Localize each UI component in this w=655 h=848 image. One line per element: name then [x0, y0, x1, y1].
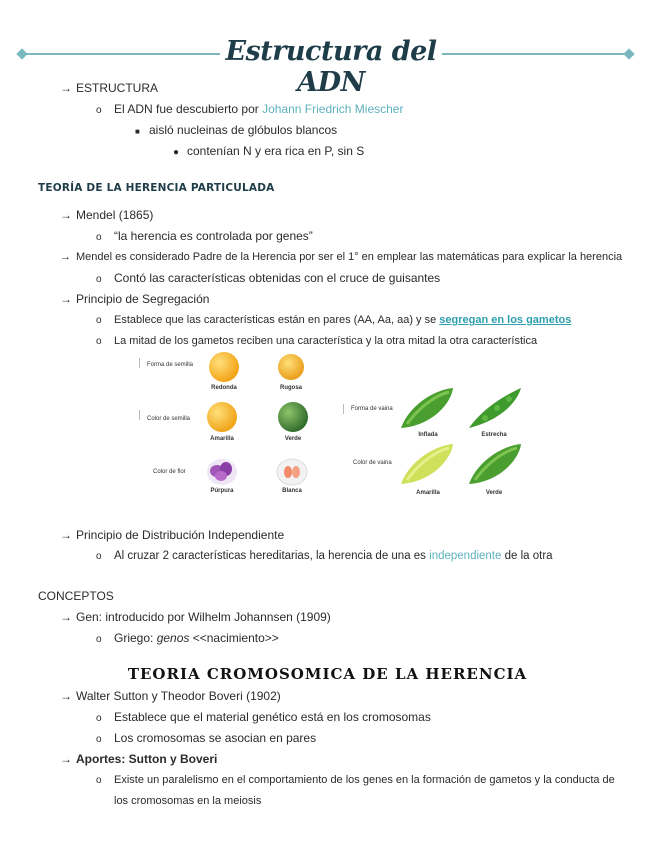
seed-color-b: Verde	[284, 436, 302, 442]
title-divider-left	[24, 53, 220, 55]
arrow-icon: →	[60, 81, 72, 95]
circle-bullet-icon: o	[96, 734, 102, 745]
list-item: → Mendel es considerado Padre de la Herencia por ser el 1° en emplear las matemáticas para explicar la herencia	[60, 251, 623, 263]
flower-color-a: Púrpura	[210, 488, 234, 494]
mendel-traits-figure	[135, 354, 520, 504]
list-item: o Establece que las características están en pares (AA, Aa, aa) y se segregan en los gametos	[96, 312, 571, 329]
green-pod-image	[465, 440, 525, 490]
list-item: o “la herencia es controlada por genes”	[96, 228, 313, 246]
seed-shape-label: Forma de semilla	[147, 362, 194, 368]
constricted-pod-image	[465, 384, 525, 434]
flower-color-b: Blanca	[282, 488, 302, 494]
arrow-icon: →	[60, 251, 71, 263]
list-item: → Principio de Segregación	[60, 292, 210, 306]
list-item: o El ADN fue descubierto por Johann Friedrich Miescher	[96, 101, 403, 119]
circle-bullet-icon: o	[96, 775, 102, 786]
arrow-icon: →	[60, 528, 72, 542]
list-item: → ESTRUCTURA	[60, 81, 159, 95]
dot-bullet-icon: ●	[173, 147, 180, 158]
pod-shape-label: Forma de vaina	[351, 406, 393, 412]
arrow-icon: →	[60, 689, 72, 703]
list-item: o La mitad de los gametos reciben una característica y la otra mitad la otra característica	[96, 333, 537, 350]
inflated-pod-image	[397, 384, 457, 434]
white-flower-image	[275, 457, 309, 487]
page-title: Estructura del ADN	[225, 36, 437, 98]
seed-shape-b: Rugosa	[279, 385, 302, 391]
list-item: ● contenían N y era rica en P, sin S	[173, 143, 364, 161]
circle-bullet-icon: o	[96, 105, 102, 116]
seed-color-label: Color de semilla	[147, 416, 191, 422]
section-heading: TEORÍA DE LA HERENCIA PARTICULADA	[38, 182, 275, 194]
list-item-continuation: los cromosomas en la meiosis	[114, 795, 262, 807]
circle-bullet-icon: o	[96, 551, 102, 562]
figure-tick	[139, 410, 140, 420]
pod-shape-a: Inflada	[418, 432, 438, 438]
purple-flower-image	[205, 457, 239, 487]
circle-bullet-icon: o	[96, 315, 102, 326]
list-item: o Griego: genos <<nacimiento>>	[96, 630, 279, 648]
list-item: → Principio de Distribución Independiente	[60, 528, 285, 542]
list-item: o Al cruzar 2 características hereditarias, la herencia de una es independiente de la otra	[96, 548, 553, 565]
wrinkled-seed-image	[278, 354, 304, 380]
arrow-icon: →	[60, 292, 72, 306]
circle-bullet-icon: o	[96, 713, 102, 724]
pod-color-a: Amarilla	[416, 490, 440, 496]
circle-bullet-icon: o	[96, 274, 102, 285]
pod-color-label: Color de vaina	[353, 460, 392, 466]
list-item: o Existe un paralelismo en el comportamiento de los genes en la formación de gametos y la conducta de	[96, 772, 615, 789]
diamond-icon	[623, 48, 634, 59]
list-item: o Establece que el material genético está en los cromosomas	[96, 709, 431, 727]
circle-bullet-icon: o	[96, 634, 102, 645]
square-bullet-icon: ■	[135, 127, 140, 136]
arrow-icon: →	[60, 610, 72, 624]
segregan-link: segregan en los gametos	[439, 314, 572, 326]
list-item: → Mendel (1865)	[60, 208, 154, 222]
miescher-link: Johann Friedrich Miescher	[262, 102, 404, 116]
arrow-icon: →	[60, 752, 72, 766]
figure-tick	[139, 358, 140, 368]
section-heading: CONCEPTOS	[38, 589, 114, 603]
figure-tick	[343, 404, 344, 414]
seed-shape-a: Redonda	[211, 385, 237, 391]
pod-shape-b: Estrecha	[481, 432, 507, 438]
title-banner	[18, 34, 637, 98]
round-seed-image	[209, 352, 239, 382]
title-divider-right	[442, 53, 628, 55]
arrow-icon: →	[60, 208, 72, 222]
list-item: o Los cromosomas se asocian en pares	[96, 730, 316, 748]
seed-color-a: Amarilla	[210, 436, 234, 442]
list-item: → Walter Sutton y Theodor Boveri (1902)	[60, 689, 281, 703]
list-item: ■ aisló nucleinas de glóbulos blancos	[135, 122, 337, 140]
circle-bullet-icon: o	[96, 232, 102, 243]
green-seed-image	[278, 402, 308, 432]
flower-color-label: Color de flor	[153, 469, 186, 475]
circle-bullet-icon: o	[96, 336, 102, 347]
yellow-pod-image	[397, 440, 457, 490]
list-item: → Gen: introducido por Wilhelm Johannsen (1909)	[60, 610, 331, 624]
pod-color-b: Verde	[485, 490, 503, 496]
section-heading: TEORIA CROMOSOMICA DE LA HERENCIA	[127, 665, 528, 683]
yellow-seed-image	[207, 402, 237, 432]
independiente-link: independiente	[429, 550, 502, 562]
list-item: o Contó las características obtenidas con el cruce de guisantes	[96, 270, 440, 288]
list-item: → Aportes: Sutton y Boveri	[60, 752, 218, 766]
